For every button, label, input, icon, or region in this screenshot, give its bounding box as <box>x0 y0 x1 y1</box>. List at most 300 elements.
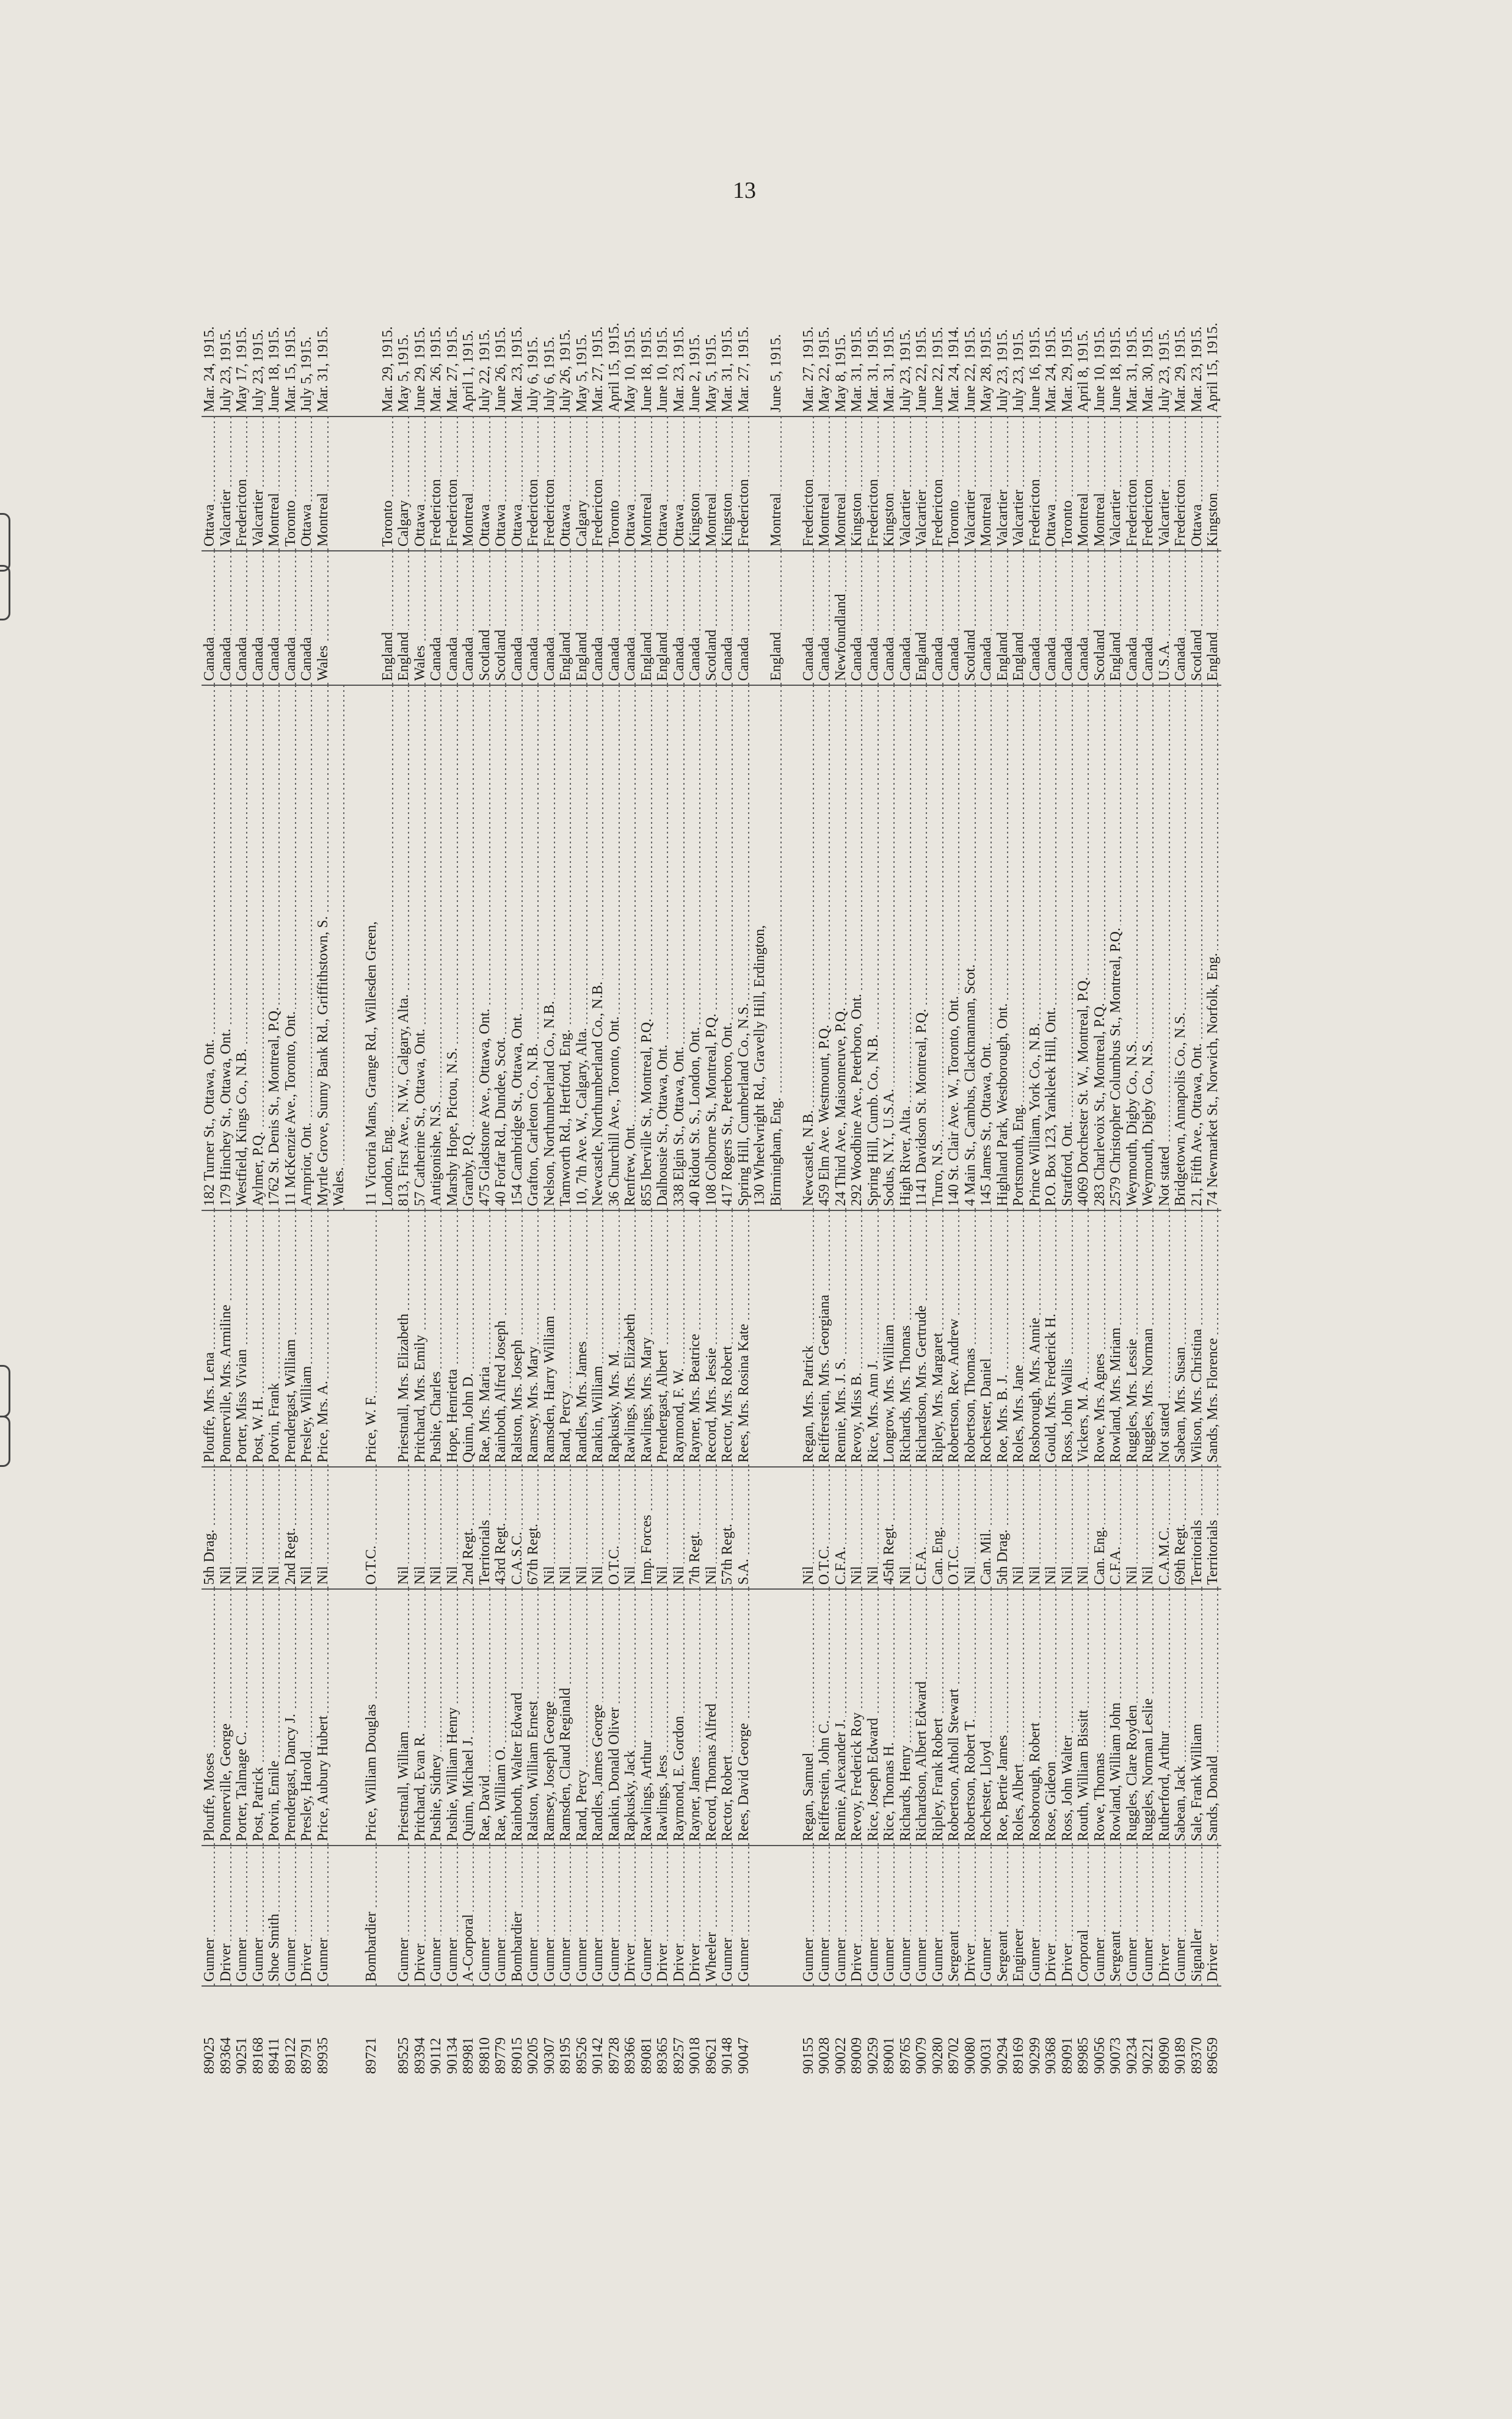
regimental-number: 90142 <box>590 1986 606 2078</box>
place-of-enlistment: Valcartier <box>218 417 234 551</box>
table-row <box>703 233 720 2078</box>
former-corps: 43rd Regt. <box>493 1467 509 1589</box>
regimental-number: 90234 <box>1124 1986 1141 2078</box>
gap-cell <box>347 233 364 417</box>
rank: Gunner <box>1140 1846 1157 1986</box>
next-of-kin: Robertson, Rev. Andrew <box>946 1210 962 1467</box>
country-of-birth: England <box>655 551 671 685</box>
date-of-enlistment: Mar. 31, 1915. <box>1124 326 1140 412</box>
rank: Gunner <box>816 1846 833 1986</box>
place-of-enlistment: Fredericton <box>801 417 817 551</box>
next-of-kin: Rector, Mrs. Robert <box>719 1210 736 1467</box>
country-of-birth: Scotland <box>493 551 509 685</box>
country-of-birth: Canada <box>218 551 234 685</box>
table-row <box>331 233 347 2078</box>
date-of-enlistment: June 10, 1915. <box>655 327 671 412</box>
date-of-enlistment: Mar. 27, 1915. <box>735 326 752 412</box>
rank: Gunner <box>428 1846 445 1986</box>
rank: Engineer <box>1011 1846 1027 1986</box>
soldier-name: Routh, William Bissitt <box>1075 1589 1092 1846</box>
country-of-birth: Canada <box>930 551 947 685</box>
gap-cell <box>347 551 364 685</box>
next-of-kin-address: 10, 7th Ave. W., Calgary, Alta. <box>574 685 591 1210</box>
country-of-birth: Scotland <box>1189 551 1205 685</box>
soldier-name: Rutherford, Arthur <box>1157 1589 1173 1846</box>
table-row <box>283 233 299 2078</box>
regimental-number: 90079 <box>914 1986 930 2078</box>
date-of-enlistment: Mar. 15, 1915. <box>282 326 299 412</box>
place-of-enlistment: Ottawa <box>622 417 639 551</box>
place-of-enlistment: Fredericton <box>865 417 882 551</box>
next-of-kin: Roe, Mrs. B. J. <box>995 1210 1011 1467</box>
next-of-kin-address: 1141 Davidson St. Montreal, P.Q. <box>914 685 930 1210</box>
former-corps <box>331 1467 347 1589</box>
regimental-number: 89985 <box>1075 1986 1092 2078</box>
former-corps: 5th Drag. <box>202 1467 218 1589</box>
next-of-kin-address: 182 Turner St., Ottawa, Ont. <box>202 685 218 1210</box>
soldier-name: Roe, Bertie James <box>995 1589 1011 1846</box>
date-of-enlistment: June 18, 1915. <box>266 327 282 412</box>
soldier-name: Rice, Joseph Edward <box>865 1589 882 1846</box>
former-corps: Nil <box>299 1467 315 1589</box>
next-of-kin-address: Portsmouth, Eng. <box>1011 685 1027 1210</box>
soldier-name: Post, Patrick <box>250 1589 267 1846</box>
next-of-kin: Presley, William <box>299 1210 315 1467</box>
country-of-birth: Scotland <box>1092 551 1108 685</box>
soldier-name: Robertson, Atholl Stewart <box>946 1589 962 1846</box>
date-of-enlistment: May 5, 1915. <box>396 334 412 412</box>
date-of-enlistment: Mar. 29, 1915. <box>1172 326 1188 412</box>
place-of-enlistment: Montreal <box>1092 417 1108 551</box>
soldier-name: Ralston, William Ernest <box>525 1589 542 1846</box>
rank: Gunner <box>1172 1846 1189 1986</box>
table-row <box>558 233 574 2078</box>
table-row <box>995 233 1011 2078</box>
country-of-birth: Canada <box>606 551 623 685</box>
soldier-name: Regan, Samuel <box>801 1589 817 1846</box>
date-of-enlistment <box>752 233 768 417</box>
rank: Gunner <box>639 1846 655 1986</box>
roll-body <box>202 233 1221 2078</box>
soldier-name: Price, William Douglas <box>363 1589 380 1846</box>
place-of-enlistment: Fredericton <box>234 417 250 551</box>
table-row <box>525 233 542 2078</box>
next-of-kin-address: 475 Gladstone Ave., Ottawa, Ont. <box>477 685 493 1210</box>
soldier-name: Rae, David <box>477 1589 493 1846</box>
date-of-enlistment: Mar. 27, 1915. <box>444 326 460 412</box>
regimental-number: 90073 <box>1108 1986 1124 2078</box>
date-of-enlistment: June 22, 1915. <box>962 327 978 412</box>
country-of-birth: Canada <box>978 551 995 685</box>
place-of-enlistment: Ottawa <box>1189 417 1205 551</box>
rank: Driver <box>412 1846 429 1986</box>
date-of-enlistment: Mar. 24, 1915. <box>202 326 217 412</box>
date-of-enlistment: July 23, 1915. <box>897 329 914 412</box>
date-of-enlistment: May 28, 1915. <box>978 327 994 412</box>
place-of-enlistment: Ottawa <box>299 417 315 551</box>
table-row <box>1189 233 1205 2078</box>
table-row <box>1108 233 1124 2078</box>
regimental-number: 89122 <box>283 1986 299 2078</box>
place-of-enlistment: Fredericton <box>1172 417 1189 551</box>
soldier-name: Rees, David George <box>736 1589 752 1846</box>
table-row <box>622 233 639 2078</box>
rank: Gunner <box>558 1846 574 1986</box>
next-of-kin: Rawlings, Mrs. Mary <box>639 1210 655 1467</box>
regimental-number: 89090 <box>1157 1986 1173 2078</box>
soldier-name: Rawlings, Arthur <box>639 1589 655 1846</box>
date-of-enlistment: May 8, 1915. <box>832 334 849 412</box>
regimental-number <box>331 1986 347 2078</box>
former-corps: O.T.C. <box>363 1467 380 1589</box>
table-row <box>396 233 412 2078</box>
soldier-name: Pritchard, Evan R. <box>412 1589 429 1846</box>
next-of-kin: Regan, Mrs. Patrick <box>801 1210 817 1467</box>
next-of-kin: Rice, Mrs. Ann J. <box>865 1210 882 1467</box>
rank: Gunner <box>250 1846 267 1986</box>
next-of-kin: Rapkusky, Mrs. M. <box>606 1210 623 1467</box>
next-of-kin <box>331 1210 347 1467</box>
country-of-birth: Canada <box>816 551 833 685</box>
rank: A-Corporal <box>460 1846 477 1986</box>
binding-marks <box>0 0 24 2419</box>
date-of-enlistment: July 26, 1915. <box>558 329 573 412</box>
rank: Gunner <box>881 1846 898 1986</box>
table-row <box>380 233 396 2078</box>
table-row <box>816 233 833 2078</box>
former-corps: Nil <box>266 1467 283 1589</box>
regimental-number <box>380 1986 396 2078</box>
next-of-kin: Ross, John Wallis <box>1059 1210 1076 1467</box>
gap-cell <box>784 1846 801 1986</box>
country-of-birth: Canada <box>719 551 736 685</box>
table-row <box>234 233 250 2078</box>
date-of-enlistment: Mar. 31, 1915. <box>849 326 865 412</box>
regimental-number: 90294 <box>995 1986 1011 2078</box>
place-of-enlistment <box>363 417 380 551</box>
regimental-number: 89935 <box>315 1986 332 2078</box>
nominal-roll-table-wrap <box>202 233 1313 2078</box>
regimental-number <box>752 1986 768 2078</box>
rank: Gunner <box>898 1846 914 1986</box>
next-of-kin-address: 292 Woodbine Ave., Peterboro, Ont. <box>849 685 865 1210</box>
former-corps: 2nd Regt. <box>460 1467 477 1589</box>
former-corps: 67th Regt. <box>525 1467 542 1589</box>
soldier-name: Rand, Percy <box>574 1589 591 1846</box>
country-of-birth: Canada <box>445 551 461 685</box>
rank: Driver <box>671 1846 688 1986</box>
soldier-name: Quinn, Michael J. <box>460 1589 477 1846</box>
country-of-birth: Canada <box>1075 551 1092 685</box>
next-of-kin-address: 57 Catherine St., Ottawa, Ont. <box>412 685 429 1210</box>
table-row <box>849 233 865 2078</box>
date-of-enlistment: Mar. 27, 1915. <box>590 326 606 412</box>
former-corps: 7th Regt. <box>687 1467 703 1589</box>
rank <box>752 1846 768 1986</box>
soldier-name: Record, Thomas Alfred <box>703 1589 720 1846</box>
rank <box>768 1846 785 1986</box>
former-corps: S.A. <box>736 1467 752 1589</box>
place-of-enlistment: Montreal <box>816 417 833 551</box>
date-of-enlistment: Mar. 24, 1914. <box>946 326 962 412</box>
regimental-number <box>768 1986 785 2078</box>
next-of-kin-address: Weymouth, Digby Co., N.S. <box>1140 685 1157 1210</box>
regimental-number: 89025 <box>202 1986 218 2078</box>
country-of-birth: Canada <box>849 551 865 685</box>
place-of-enlistment: Toronto <box>380 417 396 551</box>
soldier-name <box>768 1589 785 1846</box>
table-row <box>202 233 218 2078</box>
place-of-enlistment: Fredericton <box>590 417 606 551</box>
regimental-number: 89791 <box>299 1986 315 2078</box>
table-row <box>962 233 979 2078</box>
former-corps: Nil <box>250 1467 267 1589</box>
rank: Gunner <box>719 1846 736 1986</box>
former-corps: Nil <box>574 1467 591 1589</box>
country-of-birth: Canada <box>801 551 817 685</box>
table-row <box>914 233 930 2078</box>
next-of-kin-address: 74 Newmarket St., Norwich, Norfolk, Eng. <box>1205 685 1221 1210</box>
country-of-birth: England <box>768 551 785 685</box>
place-of-enlistment: Fredericton <box>542 417 558 551</box>
next-of-kin: Potvin, Frank <box>266 1210 283 1467</box>
soldier-name: Sabean, Jack <box>1172 1589 1189 1846</box>
next-of-kin-address: 40 Forfar Rd., Dundee, Scot. <box>493 685 509 1210</box>
rank: Gunner <box>736 1846 752 1986</box>
former-corps: C.F.A. <box>1108 1467 1124 1589</box>
soldier-name: Randles, James George <box>590 1589 606 1846</box>
next-of-kin <box>380 1210 396 1467</box>
next-of-kin-address: Weymouth, Digby Co., N.S. <box>1124 685 1141 1210</box>
former-corps: Nil <box>703 1467 720 1589</box>
table-row <box>299 233 315 2078</box>
soldier-name: Sands, Donald <box>1205 1589 1221 1846</box>
soldier-name: Plouffe, Moses <box>202 1589 218 1846</box>
place-of-enlistment: Calgary <box>396 417 412 551</box>
country-of-birth: Canada <box>1043 551 1059 685</box>
country-of-birth: Canada <box>299 551 315 685</box>
date-of-enlistment: June 22, 1915. <box>914 327 929 412</box>
next-of-kin-address: Westfield, Kings Co., N.B. <box>234 685 250 1210</box>
next-of-kin: Robertson, Thomas <box>962 1210 979 1467</box>
next-of-kin: Ramsey, Mrs. Mary <box>525 1210 542 1467</box>
gap-cell <box>784 1210 801 1467</box>
rank: Shoe Smith <box>266 1846 283 1986</box>
table-row <box>412 233 429 2078</box>
soldier-name: Ross, John Walter <box>1059 1589 1076 1846</box>
soldier-name: Rapkusky, Jack <box>622 1589 639 1846</box>
rank: Driver <box>1043 1846 1059 1986</box>
country-of-birth: Canada <box>266 551 283 685</box>
soldier-name: Reifferstein, John C. <box>816 1589 833 1846</box>
next-of-kin: Price, W. F. <box>363 1210 380 1467</box>
place-of-enlistment <box>331 417 347 551</box>
soldier-name: Ponnerville, George <box>218 1589 234 1846</box>
regimental-number: 89526 <box>574 1986 591 2078</box>
country-of-birth: Canada <box>622 551 639 685</box>
rank: Gunner <box>283 1846 299 1986</box>
table-row <box>1027 233 1044 2078</box>
next-of-kin: Ruggles, Mrs. Lessie <box>1124 1210 1141 1467</box>
rank <box>331 1846 347 1986</box>
soldier-name: Rawlings, Jess <box>655 1589 671 1846</box>
next-of-kin-address: Tamworth Rd., Hertford, Eng. <box>558 685 574 1210</box>
rank: Bombardier <box>363 1846 380 1986</box>
regimental-number: 90307 <box>542 1986 558 2078</box>
place-of-enlistment: Ottawa <box>1043 417 1059 551</box>
next-of-kin-address: 130 Wheelwright Rd., Gravelly Hill, Erdington, <box>752 685 768 1210</box>
regimental-number: 90251 <box>234 1986 250 2078</box>
next-of-kin-address: 417 Rogers St., Peterboro, Ont. <box>719 685 736 1210</box>
date-of-enlistment: April 1, 1915. <box>460 330 476 412</box>
next-of-kin: Randles, Mrs. James <box>574 1210 591 1467</box>
date-of-enlistment: April 8, 1915. <box>1075 330 1091 412</box>
next-of-kin-address: 140 St. Clair Ave. W., Toronto, Ont. <box>946 685 962 1210</box>
former-corps: Nil <box>1027 1467 1044 1589</box>
table-row <box>946 233 962 2078</box>
rank: Driver <box>1157 1846 1173 1986</box>
place-of-enlistment: Kingston <box>881 417 898 551</box>
next-of-kin: Rae, Mrs. Maria <box>477 1210 493 1467</box>
table-row <box>865 233 882 2078</box>
next-of-kin-address: Highland Park, Westborough, Ont. <box>995 685 1011 1210</box>
next-of-kin: Rand, Percy <box>558 1210 574 1467</box>
table-row <box>898 233 914 2078</box>
table-row <box>460 233 477 2078</box>
date-of-enlistment: June 29, 1915. <box>412 327 428 412</box>
table-row <box>752 233 768 2078</box>
next-of-kin-address: Antigonishe, N.S. <box>428 685 445 1210</box>
gap-cell <box>784 417 801 551</box>
table-row <box>1011 233 1027 2078</box>
table-row <box>801 233 817 2078</box>
next-of-kin: Ripley, Mrs. Margaret <box>930 1210 947 1467</box>
rank: Gunner <box>202 1846 218 1986</box>
next-of-kin-address: Stratford, Ont. <box>1059 685 1076 1210</box>
place-of-enlistment: Valcartier <box>962 417 979 551</box>
rank: Gunner <box>234 1846 250 1986</box>
country-of-birth: Canada <box>881 551 898 685</box>
rank: Gunner <box>542 1846 558 1986</box>
date-of-enlistment: Mar. 31, 1915. <box>314 326 331 412</box>
place-of-enlistment: Montreal <box>703 417 720 551</box>
next-of-kin: Rowe, Mrs. Agnes <box>1092 1210 1108 1467</box>
date-of-enlistment: May 17, 1915. <box>234 327 250 412</box>
next-of-kin: Ruggles, Mrs. Norman <box>1140 1210 1157 1467</box>
next-of-kin-address: 338 Elgin St., Ottawa, Ont. <box>671 685 688 1210</box>
country-of-birth: Scotland <box>962 551 979 685</box>
next-of-kin-address: 2579 Christopher Columbus St., Montreal, P.Q. <box>1108 685 1124 1210</box>
table-row <box>266 233 283 2078</box>
soldier-name: Ruggles, Norman Leslie <box>1140 1589 1157 1846</box>
place-of-enlistment: Montreal <box>768 417 785 551</box>
date-of-enlistment: July 23, 1915. <box>217 329 234 412</box>
rank: Gunner <box>801 1846 817 1986</box>
date-of-enlistment: May 5, 1915. <box>573 334 590 412</box>
date-of-enlistment: July 23, 1915. <box>250 329 266 412</box>
date-of-enlistment: Mar. 29, 1915. <box>1059 326 1075 412</box>
regimental-number: 89001 <box>881 1986 898 2078</box>
place-of-enlistment: Toronto <box>606 417 623 551</box>
former-corps: 57th Regt. <box>719 1467 736 1589</box>
country-of-birth: Canada <box>1172 551 1189 685</box>
regimental-number: 90134 <box>445 1986 461 2078</box>
country-of-birth: England <box>1011 551 1027 685</box>
next-of-kin-address: P.O. Box 123, Yankleek Hill, Ont. <box>1043 685 1059 1210</box>
place-of-enlistment: Fredericton <box>736 417 752 551</box>
next-of-kin-address: 36 Churchill Ave., Toronto, Ont. <box>606 685 623 1210</box>
former-corps: O.T.C. <box>606 1467 623 1589</box>
place-of-enlistment: Toronto <box>946 417 962 551</box>
table-row <box>509 233 526 2078</box>
table-row <box>639 233 655 2078</box>
table-row <box>671 233 688 2078</box>
country-of-birth: Canada <box>250 551 267 685</box>
country-of-birth: Wales <box>315 551 332 685</box>
table-row <box>930 233 947 2078</box>
regimental-number: 89394 <box>412 1986 429 2078</box>
next-of-kin-address: 1762 St. Denis St., Montreal, P.Q. <box>266 685 283 1210</box>
country-of-birth <box>752 551 768 685</box>
date-of-enlistment: June 22, 1915. <box>929 327 946 412</box>
rank: Gunner <box>833 1846 849 1986</box>
regimental-number: 89365 <box>655 1986 671 2078</box>
place-of-enlistment: Valcartier <box>1108 417 1124 551</box>
soldier-name: Prendergast, Dancy J. <box>283 1589 299 1846</box>
table-row <box>833 233 849 2078</box>
soldier-name: Rayner, James <box>687 1589 703 1846</box>
soldier-name: Ramsey, Joseph George <box>542 1589 558 1846</box>
rank: Sergeant <box>1108 1846 1124 1986</box>
soldier-name: Rae, William O. <box>493 1589 509 1846</box>
table-row <box>1043 233 1059 2078</box>
place-of-enlistment: Kingston <box>849 417 865 551</box>
country-of-birth: Canada <box>509 551 526 685</box>
soldier-name <box>752 1589 768 1846</box>
rank: Driver <box>218 1846 234 1986</box>
soldier-name: Rainboth, Walter Edward <box>509 1589 526 1846</box>
row-gap <box>347 233 364 2078</box>
soldier-name: Ramsden, Claud Reginald <box>558 1589 574 1846</box>
next-of-kin: Post, W. H. <box>250 1210 267 1467</box>
next-of-kin-address: 855 Iberville St., Montreal, P.Q. <box>639 685 655 1210</box>
place-of-enlistment: Fredericton <box>525 417 542 551</box>
date-of-enlistment: Mar. 23, 1915. <box>1188 326 1205 412</box>
gap-cell <box>347 1846 364 1986</box>
former-corps: Nil <box>1075 1467 1092 1589</box>
former-corps: Nil <box>1140 1467 1157 1589</box>
date-of-enlistment: July 23, 1915. <box>1156 329 1172 412</box>
former-corps: Nil <box>962 1467 979 1589</box>
gap-cell <box>784 233 801 417</box>
next-of-kin-address: Spring Hill, Cumberland Co., N.S. <box>736 685 752 1210</box>
rank: Gunner <box>914 1846 930 1986</box>
regimental-number: 90299 <box>1027 1986 1044 2078</box>
country-of-birth: Scotland <box>703 551 720 685</box>
former-corps: 69th Regt. <box>1172 1467 1189 1589</box>
regimental-number: 90028 <box>816 1986 833 2078</box>
next-of-kin: Richards, Mrs. Thomas <box>898 1210 914 1467</box>
place-of-enlistment: Valcartier <box>1011 417 1027 551</box>
former-corps: Territorials <box>477 1467 493 1589</box>
country-of-birth: England <box>1205 551 1221 685</box>
soldier-name: Presley, Harold <box>299 1589 315 1846</box>
next-of-kin-address: 283 Charlevoix St., Montreal, P.Q. <box>1092 685 1108 1210</box>
next-of-kin: Rosborough, Mrs. Annie <box>1027 1210 1044 1467</box>
date-of-enlistment: Mar. 27, 1915. <box>800 326 816 412</box>
next-of-kin: Wilson, Mrs. Christina <box>1189 1210 1205 1467</box>
place-of-enlistment: Fredericton <box>428 417 445 551</box>
